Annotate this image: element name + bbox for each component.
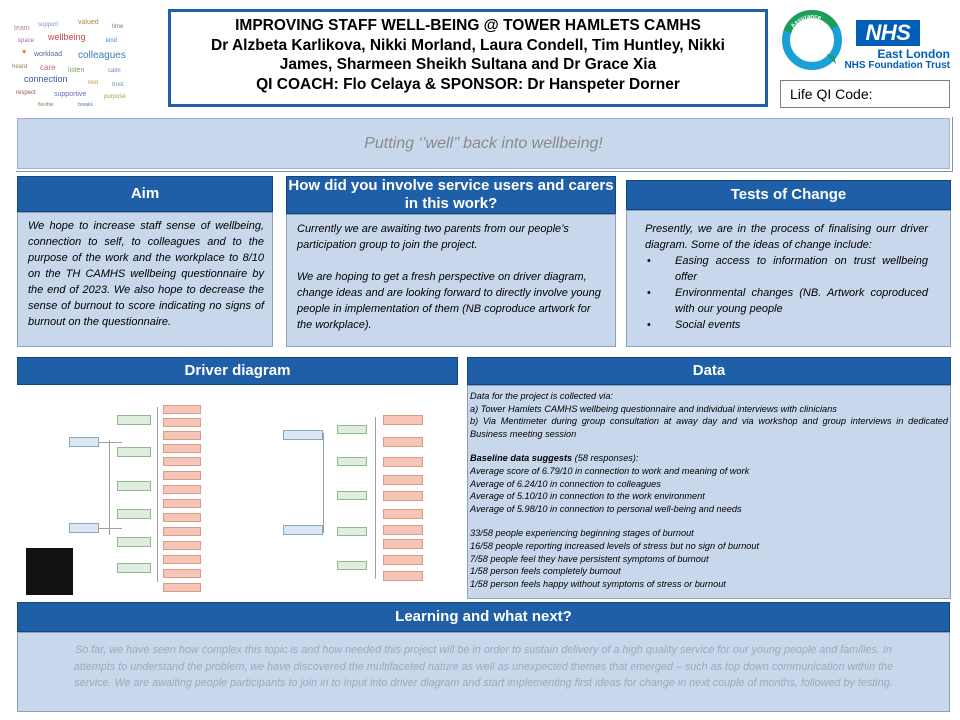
burnout-item: 16/58 people reporting increased levels of stress but no sign of burnout [470, 540, 760, 551]
service-users-heading: How did you involve service users and carers in this work? [286, 176, 616, 214]
aim-heading: Aim [17, 176, 273, 212]
svg-text:purpose: purpose [104, 94, 126, 100]
service-users-para-2: We are hoping to get a fresh perspective on driver diagram, change ideas and are looking forward to directly involve young people in implementation of them (NB coproduce artwork for the workplace). [297, 271, 601, 331]
assurance-improvement-ring-icon [782, 10, 842, 70]
life-qi-code-label: Life QI Code: [790, 86, 873, 102]
data-heading: Data [467, 357, 951, 385]
poster-title-box [168, 9, 768, 107]
svg-text:Assurance: Assurance [790, 13, 822, 30]
svg-text:supportive: supportive [54, 91, 87, 98]
word-cloud-image [8, 12, 158, 110]
life-qi-code-box [780, 80, 950, 108]
tests-intro: Presently, we are in the process of finalising ourr driver diagram. Some of the ideas of change include: [645, 223, 928, 251]
list-item: • Social events [645, 317, 928, 333]
driver-diagram-image [17, 385, 458, 599]
burnout-item: 1/58 person feels completely burnout [470, 566, 621, 577]
service-users-para-1: Currently we are awaiting two parents from our people’s participation group to join the project. [297, 223, 569, 251]
svg-text:calm: calm [108, 68, 121, 74]
trust-logo [780, 8, 950, 78]
svg-text:care: care [40, 63, 56, 72]
trust-name-line-1: East London [877, 47, 950, 61]
baseline-count: (58 responses): [572, 453, 639, 464]
svg-text:kind: kind [106, 38, 118, 44]
average-item: Average of 5.10/10 in connection to the work environment [470, 491, 705, 502]
svg-text:heard: heard [12, 64, 28, 70]
svg-text:trust: trust [112, 82, 124, 88]
svg-text:rest: rest [88, 80, 99, 86]
tests-of-change-heading: Tests of Change [626, 180, 951, 210]
data-source-a: a) Tower Hamlets CAMHS wellbeing questionnaire and individual interviews with clinicians [470, 403, 837, 414]
driver-diagram-heading: Driver diagram [17, 357, 458, 385]
data-source-b: b) Via Mentimeter during group consultation at away day and via workshop and group interviews in dedicated Business meeting session [470, 416, 948, 439]
tagline-banner [17, 118, 950, 169]
aim-text: We hope to increase staff sense of wellbeing, connection to self, to colleagues and to the purpose of the work and the workplace to 8/10 on the TH CAMHS wellbeing questionnaire by the end of 2023. We also hope to decrease the sense of burnout to score indicating no signs of burnout on the questionnaire. [28, 220, 264, 328]
burnout-item: 1/58 person feels happy without symptoms of stress or burnout [470, 578, 726, 589]
nhs-logo: NHS [856, 20, 920, 46]
learning-heading: Learning and what next? [17, 602, 950, 632]
tagline-text: Putting ‘’well’’ back into wellbeing! [364, 135, 603, 152]
aim-panel [17, 212, 273, 347]
driver-diagram-legend [26, 548, 73, 595]
svg-text:valued: valued [78, 19, 99, 26]
svg-text:breaks: breaks [78, 102, 94, 108]
average-item: Average of 5.98/10 in connection to personal well-being and needs [470, 503, 742, 514]
burnout-item: 7/58 people feel they have persistent symptoms of burnout [470, 553, 709, 564]
trust-name-line-2: NHS Foundation Trust [844, 60, 950, 71]
svg-text:wellbeing: wellbeing [48, 32, 86, 42]
svg-text:respect: respect [16, 90, 36, 96]
coach-sponsor-line: QI COACH: Flo Celaya & SPONSOR: Dr Hanspeter Dorner [256, 75, 680, 93]
svg-text:colleagues: colleagues [78, 50, 126, 61]
burnout-item: 33/58 people experiencing beginning stages of burnout [470, 528, 694, 539]
svg-text:team: team [14, 25, 30, 32]
learning-panel [17, 632, 950, 712]
svg-text:support: support [38, 22, 59, 28]
learning-text: So far, we have seen how complex this topic is and how needed this project will be in order to sustain delivery of a high quality service for our young people and families. In attempts to understand the problem, we have discovered the multifaceted nature as well as unexpected themes that emerged – such as top down communication within the service. We are awaiting people participants to join in to input into driver diagram and start implementing first ideas for change in next couple of months, followed by testing. [73, 644, 894, 689]
average-item: Average score of 6.79/10 in connection to work and meaning of work [470, 465, 750, 476]
svg-text:flexible: flexible [38, 102, 54, 108]
svg-text:workload: workload [34, 51, 63, 58]
list-item: • Environmental changes (NB. Artwork coproduced with our young people [645, 285, 928, 317]
average-item: Average of 6.24/10 in connection to colleagues [470, 478, 661, 489]
svg-text:space: space [18, 38, 35, 44]
data-intro: Data for the project is collected via: [470, 391, 613, 401]
list-item: • Easing access to information on trust wellbeing offer [645, 253, 928, 285]
svg-text:time: time [112, 24, 124, 30]
svg-text:♥: ♥ [22, 49, 27, 56]
baseline-label: Baseline data suggests [470, 453, 573, 464]
svg-text:listen: listen [68, 67, 85, 74]
service-users-panel [286, 214, 616, 347]
change-ideas-list [645, 253, 928, 333]
data-panel [467, 385, 951, 599]
authors-line-2: James, Sharmeen Sheikh Sultana and Dr Grace Xia [279, 56, 657, 73]
trust-name [838, 48, 950, 72]
poster-title: IMPROVING STAFF WELL-BEING @ TOWER HAMLETS CAMHS [235, 17, 701, 34]
tests-of-change-panel [626, 210, 951, 347]
authors-line-1: Dr Alzbeta Karlikova, Nikki Morland, Laura Condell, Tim Huntley, Nikki [211, 36, 725, 54]
svg-text:connection: connection [24, 74, 68, 84]
